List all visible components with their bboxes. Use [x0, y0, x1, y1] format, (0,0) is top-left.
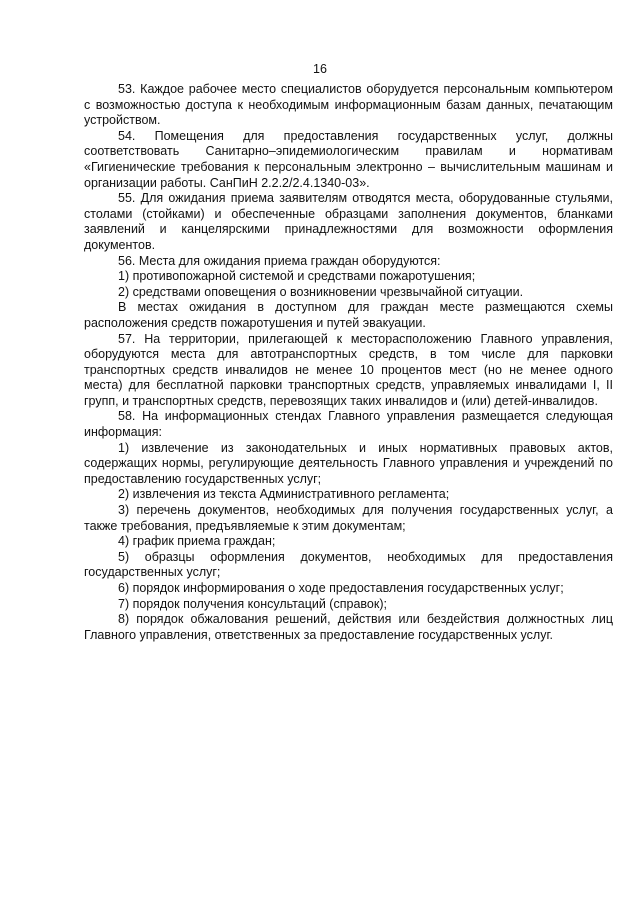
- list-item-58-2: 2) извлечения из текста Административного регламента;: [118, 487, 450, 502]
- paragraph-56-note: В местах ожидания в доступном для граждан месте размещаются схемы расположения средств пожаротушения и путей эвакуации.: [84, 300, 613, 330]
- list-item-58-5: 5) образцы оформления документов, необходимых для предоставления государственных услуг;: [84, 549, 613, 580]
- paragraph-56: 56. Места для ожидания приема граждан оборудуются:: [118, 253, 441, 268]
- page-number: 16: [313, 62, 327, 76]
- paragraph-53: 53. Каждое рабочее место специалистов оборудуется персональным компьютером с возможностью доступа к необходимым информационным базам данных, печатающим устройством.: [84, 82, 613, 128]
- document-body: [84, 82, 613, 643]
- paragraph-58: 58. На информационных стендах Главного управления размещается следующая информация:: [84, 409, 613, 440]
- list-item-58-1: 1) извлечение из законодательных и иных нормативных правовых актов, содержащих нормы, регулирующие деятельность Главного управления и учреждений по предоставлению государственных услуг;: [84, 440, 613, 486]
- list-item-56-2: 2) средствами оповещения о возникновении чрезвычайной ситуации.: [118, 284, 524, 299]
- list-item-58-8: 8) порядок обжалования решений, действия или бездействия должностных лиц Главного управления, ответственных за предоставление государственных услуг.: [84, 612, 613, 642]
- paragraph-55: 55. Для ожидания приема заявителям отводятся места, оборудованные стульями, столами (стойками) и обеспеченные образцами заполнения документов, бланками заявлений и канцелярскими принадлежностями для возможности оформления документов.: [84, 191, 613, 252]
- list-item-58-7: 7) порядок получения консультаций (справок);: [118, 596, 387, 611]
- list-item-58-3: 3) перечень документов, необходимых для получения государственных услуг, а также требования, предъявляемые к этим документам;: [84, 503, 613, 533]
- paragraph-54: 54. Помещения для предоставления государственных услуг, должны соответствовать Санитарно–эпидемиологическим правилам и нормативам «Гигиенические требования к персональным электронно – вычислительным машинам и организации работы. СанПиН 2.2.2/2.4.1340-03».: [84, 128, 613, 190]
- list-item-58-4: 4) график приема граждан;: [118, 534, 276, 549]
- list-item-56-1: 1) противопожарной системой и средствами пожаротушения;: [118, 269, 476, 284]
- list-item-58-6: 6) порядок информирования о ходе предоставления государственных услуг;: [118, 581, 564, 595]
- paragraph-57: 57. На территории, прилегающей к месторасположению Главного управления, оборудуются места для автотранспортных средств, в том числе для парковки транспортных средств инвалидов не менее 10 процентов мест (но не менее одного места) для бесплатной парковки транспортных средств, управляемых инвалидами I, II групп, и транспортных средств, перевозящих таких инвалидов и (или) детей-инвалидов.: [84, 331, 613, 408]
